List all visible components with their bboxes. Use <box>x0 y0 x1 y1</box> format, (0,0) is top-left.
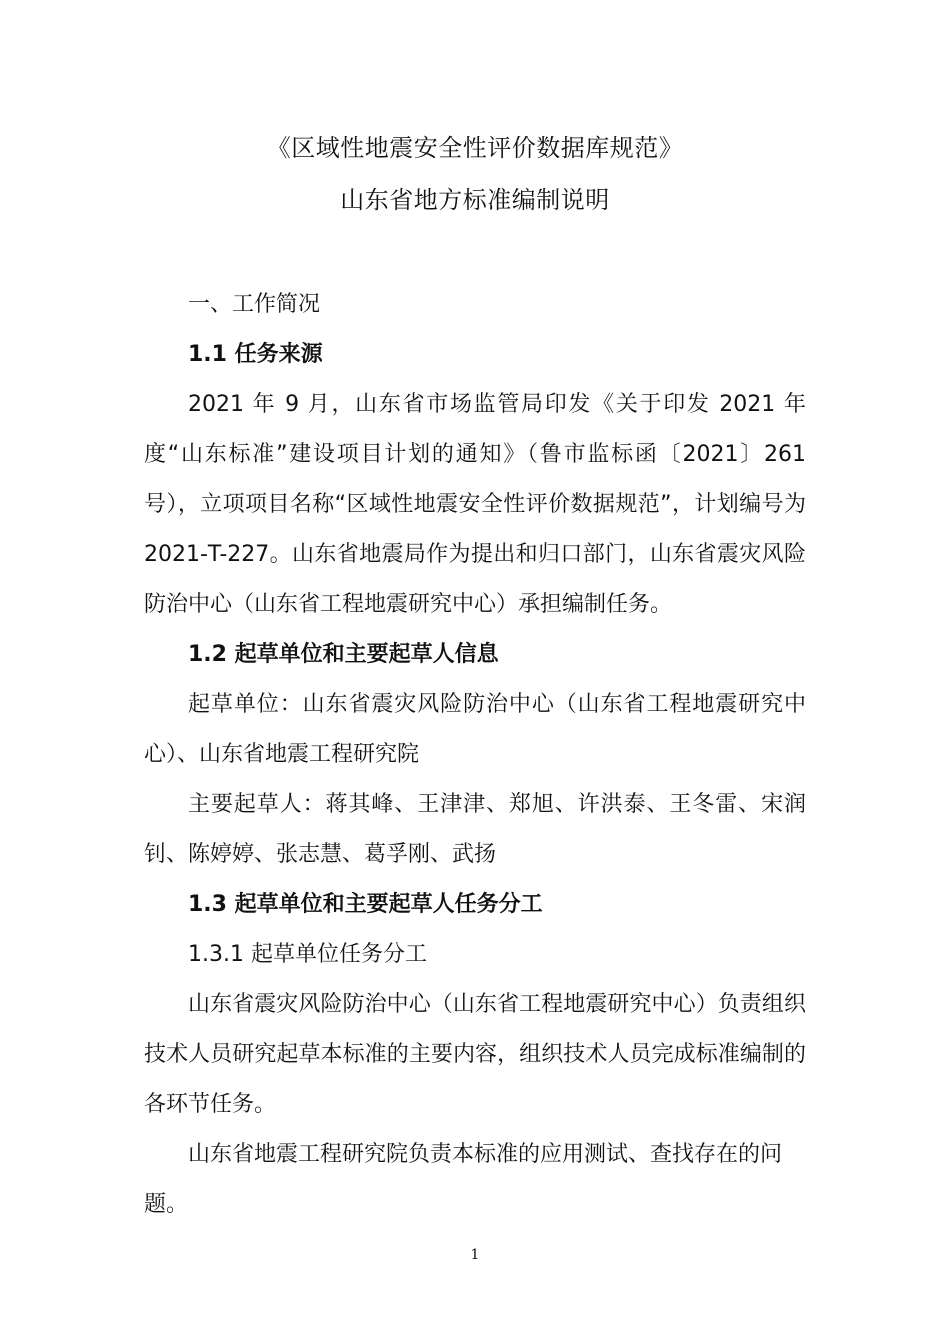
paragraph-institute-tasks: 山东省地震工程研究院负责本标准的应用测试、查找存在的问题。 <box>144 1142 783 1217</box>
paragraph-center-tasks: 山东省震灾风险防治中心（山东省工程地震研究中心）负责组织技术人员研究起草本标准的主要内容，组织技术人员完成标准编制的各环节任务。 <box>144 992 806 1117</box>
paragraph-task-source: 2021 年 9 月，山东省市场监管局印发《关于印发 2021 年度“山东标准”建设项目计划的通知》（鲁市监标函〔2021〕261 号），立项项目名称“区域性地震安全性评价数据规范”，计划编号为 2021-T-227。山东省地震局作为提出和归口部门，山东省震灾风险防治中心（山东省工程地震研究中心）承担编制任务。 <box>144 392 806 617</box>
subheading-unit-task-division: 1.3.1 起草单位任务分工 <box>188 942 427 967</box>
paragraph-drafting-units: 起草单位：山东省震灾风险防治中心（山东省工程地震研究中心）、山东省地震工程研究院 <box>144 692 806 767</box>
page-number: 1 <box>470 1247 480 1263</box>
heading-task-division: 1.3 起草单位和主要起草人任务分工 <box>188 892 543 917</box>
document-subtitle: 山东省地方标准编制说明 <box>340 186 610 214</box>
section-heading-work-overview: 一、工作简况 <box>188 292 321 317</box>
heading-drafting-units: 1.2 起草单位和主要起草人信息 <box>188 642 499 667</box>
document-title: 《区域性地震安全性评价数据库规范》 <box>266 134 684 162</box>
heading-task-source: 1.1 任务来源 <box>188 342 323 367</box>
paragraph-main-drafters: 主要起草人：蒋其峰、王津津、郑旭、许洪泰、王冬雷、宋润钊、陈婷婷、张志慧、葛孚刚、武扬 <box>144 792 806 867</box>
document-body <box>144 280 806 1230</box>
